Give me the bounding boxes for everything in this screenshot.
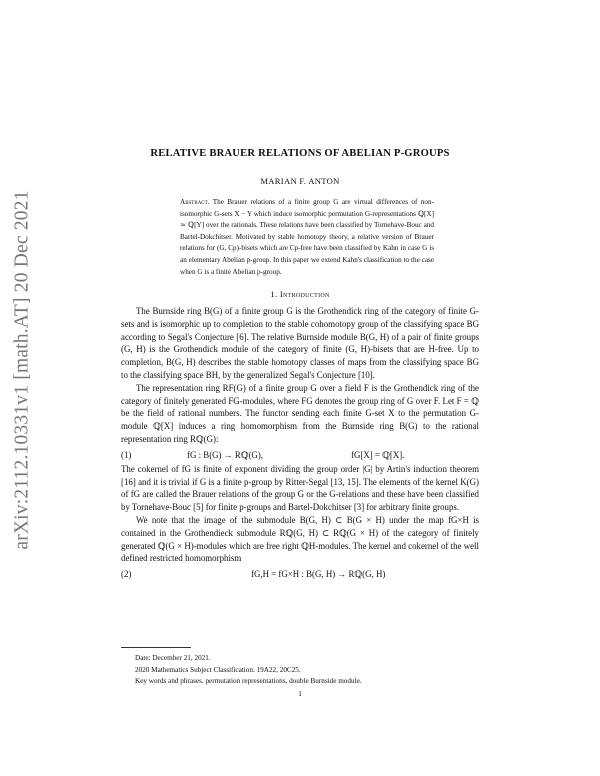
paragraph-4: We note that the image of the submodule B(G, H) ⊂ B(G × H) under the map fG×H is contained in the Grothendieck submodule Rℚ(G, H) ⊂ Rℚ(G × H) of the category of finitely generated ℚ(G × H)-modules which are free right ℚH-modules. The kernel and cokernel of the well defined restricted homomorphism	[121, 514, 479, 564]
paper-title: RELATIVE BRAUER RELATIONS OF ABELIAN P-GROUPS	[150, 148, 450, 159]
equation-1	[121, 447, 479, 463]
paper-author: MARIAN F. ANTON	[260, 176, 340, 186]
page-number: 1	[298, 689, 302, 698]
footnote-keywords: Key words and phrases. permutation representations, double Burnside module.	[135, 677, 362, 686]
body-text	[121, 305, 479, 582]
equation-1-rhs: fG[X] = ℚ[X].	[351, 449, 405, 460]
abstract-text: The Brauer relations of a finite group G are virtual differences of non-isomorphic G-sets X − Y which induce isomorphic permutation G-representations ℚ[X] ≃ ℚ[Y] over the rationals. These relations have been classified by Tornehave-Bouc and Bartel-Dokchitser. Motivated by stable homotopy theory, a relative version of Brauer relations for (G, Cp)-bisets which are Cp-free have been classified by Kahn in case G is an elementary Abelian p-group. In this paper we extend Kahn's classification to the case when G is a finite Abelian p-group.	[180, 198, 434, 276]
paragraph-3: The cokernel of fG is finite of exponent dividing the group order |G| by Artin's induction theorem [16] and it is trivial if G is a finite p-group by Ritter-Segal [13, 15]. The elements of the kernel K(G) of fG are called the Brauer relations of the group G or the G-relations and these have been classified by Tornehave-Bouc [5] for finite p-groups and Bartel-Dokchitser [3] for arbitrary finite groups.	[121, 463, 479, 513]
arxiv-stamp	[6, 150, 40, 590]
footnote-rule	[121, 647, 191, 648]
equation-1-lhs: fG : B(G) → Rℚ(G),	[187, 449, 264, 460]
arxiv-id: arXiv:2112.10331v1 [math.AT] 20 Dec 2021	[12, 190, 34, 550]
equation-2-number: (2)	[121, 569, 132, 580]
footnote-msc: 2020 Mathematics Subject Classification. 19A22, 20C25.	[135, 665, 301, 674]
paragraph-2: The representation ring RF(G) of a finite group G over a field F is the Grothendick ring of the category of finitely generated FG-modules, where FG denotes the group ring of G over F. Let F = ℚ be the field of rational numbers. The functor sending each finite G-set X to the permutation G-module ℚ[X] induces a ring homomorphism from the Burnside ring B(G) to the rational representation ring Rℚ(G):	[121, 382, 479, 444]
equation-2	[121, 566, 479, 582]
abstract-label: Abstract.	[180, 198, 210, 206]
section-heading: 1. Introduction	[270, 289, 330, 299]
equation-2-formula: fG,H = fG×H : B(G, H) → Rℚ(G, H)	[251, 569, 386, 580]
abstract	[180, 197, 434, 278]
paragraph-1: The Burnside ring B(G) of a finite group G is the Grothendick ring of the category of finite G-sets and is isomorphic up to completion to the stable cohomotopy group of the classifying space BG according to Segal's Conjecture [6]. The relative Burnside module B(G, H) of a pair of finite groups (G, H) is the Grothendick module of the category of finite (G, H)-bisets that are H-free. Up to completion, B(G, H) describes the stable homotopy classes of maps from the classifying space BG to the classifying space BH, by the generalized Segal's Conjecture [10].	[121, 306, 479, 380]
footnote-date: Date: December 21, 2021.	[135, 654, 211, 662]
equation-1-number: (1)	[121, 449, 132, 460]
footnotes	[135, 653, 475, 688]
